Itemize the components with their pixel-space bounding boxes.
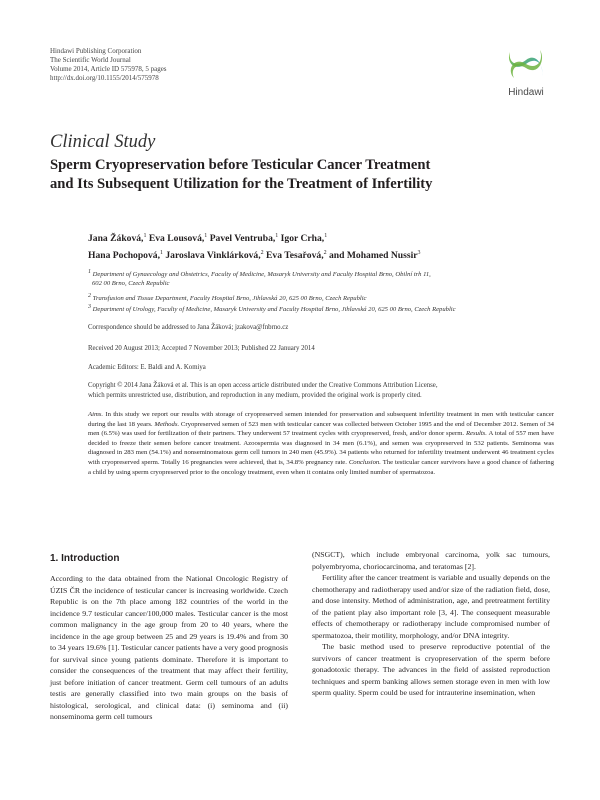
affiliation-number: 3	[88, 304, 91, 310]
affiliation-3	[88, 303, 558, 314]
article-dates: Received 20 August 2013; Accepted 7 November 2013; Published 22 January 2014	[88, 345, 315, 352]
copyright-line: which permits unrestricted use, distribution, and reproduction in any medium, provided the original work is properly cited.	[88, 391, 422, 399]
abstract-label: Results.	[465, 430, 487, 438]
body-column-right	[312, 549, 550, 699]
doi-link[interactable]: http://dx.doi.org/10.1155/2014/575978	[50, 74, 159, 82]
affiliation-text: Department of Gynaecology and Obstetrics, Faculty of Medicine, Masaryk University and Faculty Hospital Brno, Obilní trh 11,	[91, 271, 431, 279]
author-list	[88, 229, 558, 263]
volume-info: Volume 2014, Article ID 575978, 5 pages	[50, 65, 167, 73]
affiliation-text: Department of Urology, Faculty of Medicine, Masaryk University and Faculty Hospital Brno, Jihlavská 20, 625 00 Brno, Czech Republic	[91, 306, 456, 314]
hindawi-logo-text: Hindawi	[508, 87, 544, 98]
abstract-label: Aims.	[88, 411, 104, 418]
affiliation-2	[88, 292, 558, 303]
affiliation-text: Transfusion and Tissue Department, Faculty Hospital Brno, Jihlavská 20, 625 00 Brno, Czech Republic	[91, 295, 367, 303]
publisher-name: Hindawi Publishing Corporation	[50, 47, 142, 55]
body-paragraph: The basic method used to preserve reproductive potential of the survivors of cancer treatment is cryopreservation of the sperm before gonadotoxic therapy. The advances in the field of assisted reproduction techniques and sperm banking allows semen storage even in men with low sperm quality. Sperm could be used for intrauterine insemination, when	[312, 642, 550, 697]
abstract	[88, 410, 554, 477]
abstract-text: A total of 557 men have decided to freeze their semen before cancer treatment. Azoospermia was diagnosed in 34 men (6.1%), and semen was cryopreserved in 532 patients. Seminoma was diagnosed in 283 men (54.1%) and nonseminomatous germ cell tumors in 240 men (45.9%). 34 patients who returned for infertility treatment underwent 46 treatment cycles with cryopreserved sperm. Totally 16 pregnancies were achieved, that is, 34.8% pregnancy rate.	[88, 430, 554, 466]
body-column-left	[50, 573, 288, 723]
affiliation-marker: 1	[159, 250, 163, 257]
affiliation-text: 602 00 Brno, Czech Republic	[92, 280, 170, 288]
author-name: Igor Crha,	[278, 233, 325, 245]
author-name: Jaroslava Vinklárková,	[162, 250, 261, 262]
hindawi-logo	[498, 42, 554, 106]
abstract-text: In this study we report our results with storage of cryopreserved semen intended for preservation and subsequent infertility treatment in men with testicular cancer during the last 18 years.	[88, 411, 554, 428]
title-line-1: Sperm Cryopreservation before Testicular Cancer Treatment	[50, 157, 431, 173]
body-paragraph: (NSGCT), which include embryonal carcinoma, yolk sac tumours, polyembryoma, choriocarcinoma, and teratomas [2].	[312, 550, 550, 571]
abstract-label: Conclusion.	[348, 458, 381, 466]
copyright-notice	[88, 381, 554, 400]
affiliation-marker: 3	[417, 250, 421, 257]
section-heading: 1. Introduction	[50, 553, 120, 564]
author-name: Hana Pochopová,	[88, 250, 160, 262]
author-name: Jana Žáková,	[88, 233, 144, 245]
abstract-text: The testicular cancer survivors have a good chance of fathering a child by using sperm cryopreserved prior to the oncology treatment, even when it contains only limited number of spermatozoa.	[88, 458, 554, 476]
affiliation-1	[88, 268, 558, 288]
hindawi-logo-icon	[504, 42, 548, 86]
affiliation-marker: 2	[323, 250, 327, 257]
author-name: and Mohamed Nussir	[326, 250, 418, 262]
article-category: Clinical Study	[50, 132, 156, 152]
affiliation-number: 1	[88, 269, 91, 275]
author-name: Eva Tesařová,	[263, 250, 324, 262]
journal-header	[50, 47, 167, 83]
abstract-text: Cryopreserved semen of 523 men with testicular cancer was collected between October 1995 and the end of December 2012. Semen of 34 men (6.5%) was used for fertilization of their partners. They underwent 57 treatment cycles with cryopreserved, fresh, and/or donor sperm.	[88, 420, 555, 438]
affiliation-marker: 2	[260, 250, 264, 257]
affiliation-marker: 1	[324, 233, 328, 239]
academic-editors: Academic Editors: E. Baldi and A. Komiya	[88, 364, 206, 371]
authors-line-2	[88, 246, 558, 263]
body-paragraph: According to the data obtained from the National Oncologic Registry of ÚZIS ČR the incidence of testicular cancer is increasing worldwide. Czech Republic is on the 7th place among 182 countries of the world in the incidence 9.7 testicular cancer/100,000 males. Testicular cancer is the most common malignancy in the age group from 20 to 40 years, where the incidence in the age group between 25 and 29 years is 19.4% and from 30 to 34 years 19.6% [1]. Testicular cancer patients have a very good prognosis for survival since young patients dominate. Therefore it is important to consider the consequences of the treatment that may affect their fertility, just before initiation of cancer treatment. Germ cell tumours of an adults testis are generally classified into two main groups on the basis of histological, serological, and clinical data: (i) seminoma and (ii) nonseminoma germ cell tumours	[50, 574, 288, 721]
body-paragraph: Fertility after the cancer treatment is variable and usually depends on the chemotherapy and radiotherapy used and/or size of the radiation field, dose, and dose intensity. Method of administration, age, and pretreatment fertility of the patient play also important role [3, 4]. The consequent measurable effects of chemotherapy or radiotherapy include compromised number of spermatozoa, their motility, morphology, and/or DNA integrity.	[312, 573, 550, 640]
affiliation-marker: 1	[275, 233, 279, 239]
copyright-line: Copyright © 2014 Jana Žáková et al. This is an open access article distributed under the Creative Commons Attribution License,	[88, 382, 438, 389]
abstract-label: Methods.	[154, 420, 180, 428]
author-name: Pavel Ventruba,	[207, 233, 276, 245]
correspondence: Correspondence should be addressed to Jana Žáková; jzakova@fnbrno.cz	[88, 324, 289, 331]
affiliation-number: 2	[88, 293, 91, 299]
author-name: Eva Lousová,	[146, 233, 205, 245]
journal-name: The Scientific World Journal	[50, 56, 131, 64]
article-title	[50, 156, 550, 194]
authors-line-1	[88, 229, 558, 246]
affiliation-marker: 1	[143, 233, 147, 239]
title-line-2: and Its Subsequent Utilization for the Treatment of Infertility	[50, 176, 433, 192]
affiliation-marker: 1	[204, 233, 208, 239]
